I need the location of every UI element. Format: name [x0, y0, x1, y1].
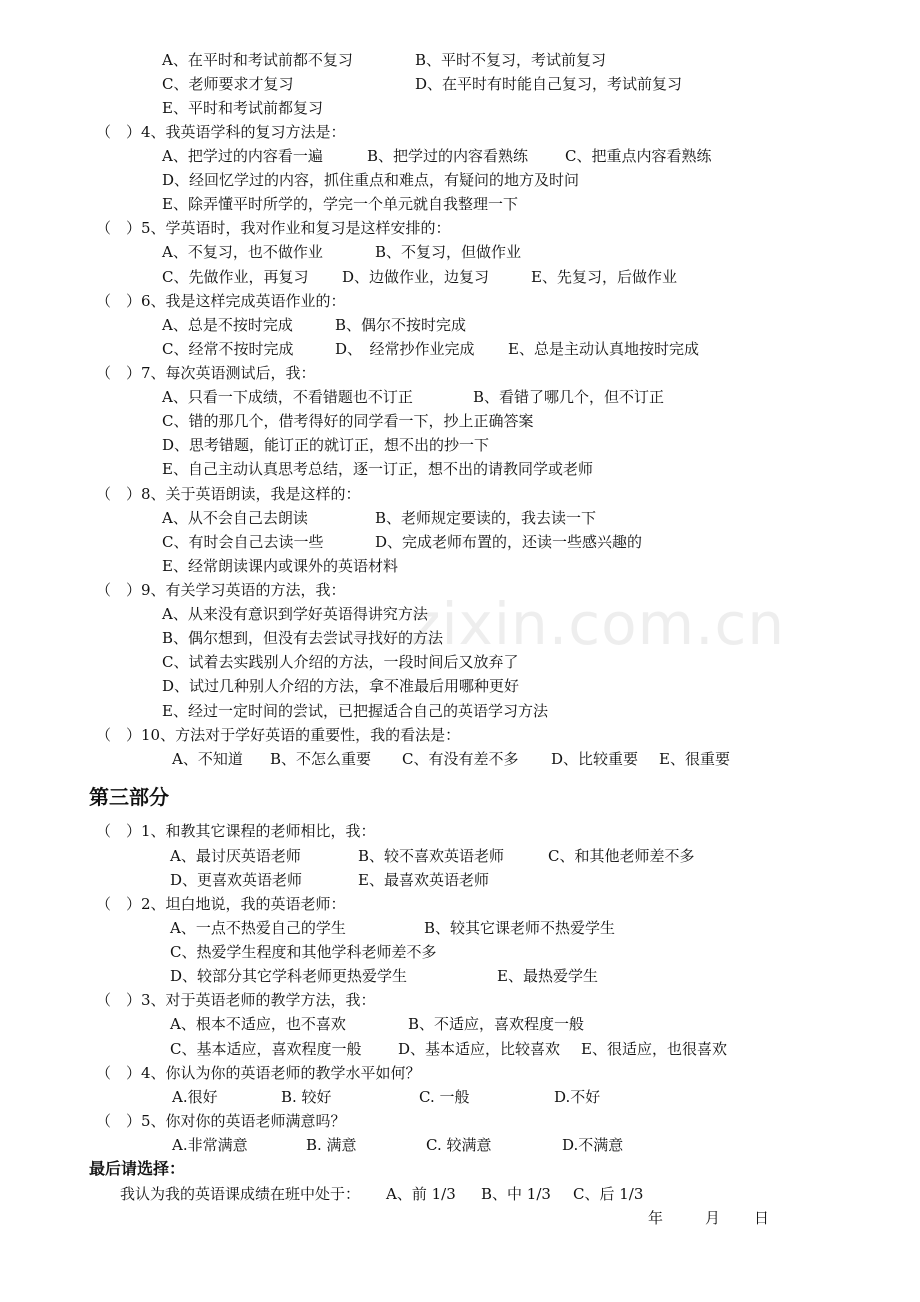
q8-option-b: B、老师规定要读的，我去读一下 [375, 509, 597, 527]
q3-option-c: C、老师要求才复习 [162, 75, 294, 93]
q8-option-a: A、从不会自己去朗读 [162, 509, 308, 527]
p3-q3-option-d: D、基本适应，比较喜欢 [398, 1040, 561, 1058]
p3-q5-option-c: C. 较满意 [426, 1136, 492, 1154]
q6-option-d: D、 经常抄作业完成 [335, 340, 475, 358]
q4-option-c: C、把重点内容看熟练 [565, 147, 712, 165]
date-year-label: 年 [648, 1209, 664, 1227]
p3-q5-stem: （ ）5、你对你的英语老师满意吗？ [96, 1112, 346, 1130]
q4-option-e: E、除弄懂平时所学的，学完一个单元就自我整理一下 [162, 195, 518, 213]
p3-q4-option-d: D.不好 [554, 1088, 601, 1106]
final-option-a: A、前 1/3 [386, 1185, 456, 1203]
p3-q3-option-b: B、不适应，喜欢程度一般 [408, 1015, 585, 1033]
final-option-c: C、后 1/3 [573, 1185, 644, 1203]
part3-heading: 第三部分 [89, 785, 169, 809]
p3-q5-option-b: B. 满意 [306, 1136, 357, 1154]
q7-stem: （ ）7、每次英语测试后，我： [96, 364, 316, 382]
p3-q2-option-b: B、较其它课老师不热爱学生 [424, 919, 616, 937]
q9-option-e: E、经过一定时间的尝试，已把握适合自己的英语学习方法 [162, 702, 548, 720]
q9-option-b: B、偶尔想到，但没有去尝试寻找好的方法 [162, 629, 444, 647]
p3-q4-option-b: B. 较好 [281, 1088, 332, 1106]
p3-q1-option-d: D、更喜欢英语老师 [170, 871, 303, 889]
q6-stem: （ ）6、我是这样完成英语作业的： [96, 292, 346, 310]
p3-q1-option-e: E、最喜欢英语老师 [358, 871, 489, 889]
q5-option-a: A、不复习，也不做作业 [162, 243, 323, 261]
p3-q3-stem: （ ）3、对于英语老师的教学方法，我： [96, 991, 376, 1009]
q4-stem: （ ）4、我英语学科的复习方法是： [96, 123, 346, 141]
q10-option-c: C、有没有差不多 [402, 750, 519, 768]
p3-q1-stem: （ ）1、和教其它课程的老师相比，我： [96, 822, 376, 840]
q6-option-e: E、总是主动认真地按时完成 [508, 340, 699, 358]
q10-option-b: B、不怎么重要 [270, 750, 372, 768]
q6-option-c: C、经常不按时完成 [162, 340, 294, 358]
q9-option-c: C、试着去实践别人介绍的方法，一段时间后又放弃了 [162, 653, 519, 671]
q7-option-d: D、思考错题，能订正的就订正，想不出的抄一下 [162, 436, 490, 454]
q8-option-c: C、有时会自己去读一些 [162, 533, 324, 551]
watermark: zixin.com.cn [410, 590, 786, 658]
q3-option-d: D、在平时有时能自己复习，考试前复习 [415, 75, 683, 93]
q8-option-e: E、经常朗读课内或课外的英语材料 [162, 557, 398, 575]
q9-stem: （ ）9、有关学习英语的方法，我： [96, 581, 346, 599]
q5-option-e: E、先复习，后做作业 [531, 268, 677, 286]
q5-stem: （ ）5、学英语时，我对作业和复习是这样安排的： [96, 219, 451, 237]
q4-option-b: B、把学过的内容看熟练 [367, 147, 529, 165]
p3-q3-option-a: A、根本不适应，也不喜欢 [170, 1015, 346, 1033]
q7-option-e: E、自己主动认真思考总结，逐一订正，想不出的请教同学或老师 [162, 460, 593, 478]
q10-option-d: D、比较重要 [551, 750, 639, 768]
q9-option-a: A、从来没有意识到学好英语得讲究方法 [162, 605, 428, 623]
p3-q2-stem: （ ）2、坦白地说，我的英语老师： [96, 895, 346, 913]
p3-q3-option-c: C、基本适应，喜欢程度一般 [170, 1040, 362, 1058]
q7-option-a: A、只看一下成绩，不看错题也不订正 [162, 388, 413, 406]
q3-option-e: E、平时和考试前都复习 [162, 99, 323, 117]
p3-q4-stem: （ ）4、你认为你的英语老师的教学水平如何？ [96, 1064, 421, 1082]
p3-q2-option-e: E、最热爱学生 [497, 967, 598, 985]
final-statement: 我认为我的英语课成绩在班中处于： [120, 1185, 361, 1203]
date-day-label: 日 [754, 1209, 770, 1227]
p3-q1-option-a: A、最讨厌英语老师 [170, 847, 301, 865]
p3-q5-option-d: D.不满意 [562, 1136, 624, 1154]
date-month-label: 月 [705, 1209, 721, 1227]
p3-q4-option-a: A.很好 [172, 1088, 218, 1106]
q4-option-a: A、把学过的内容看一遍 [162, 147, 323, 165]
p3-q1-option-c: C、和其他老师差不多 [548, 847, 695, 865]
q8-option-d: D、完成老师布置的，还读一些感兴趣的 [375, 533, 643, 551]
final-heading: 最后请选择： [89, 1159, 186, 1178]
q4-option-d: D、经回忆学过的内容，抓住重点和难点，有疑问的地方及时问 [162, 171, 580, 189]
p3-q4-option-c: C. 一般 [419, 1088, 470, 1106]
p3-q1-option-b: B、较不喜欢英语老师 [358, 847, 505, 865]
q5-option-c: C、先做作业，再复习 [162, 268, 309, 286]
q10-option-a: A、不知道 [172, 750, 243, 768]
q9-option-d: D、试过几种别人介绍的方法，拿不准最后用哪种更好 [162, 677, 520, 695]
p3-q3-option-e: E、很适应，也很喜欢 [581, 1040, 727, 1058]
p3-q2-option-d: D、较部分其它学科老师更热爱学生 [170, 967, 408, 985]
q6-option-a: A、总是不按时完成 [162, 316, 293, 334]
q5-option-b: B、不复习，但做作业 [375, 243, 522, 261]
q3-option-a: A、在平时和考试前都不复习 [162, 51, 353, 69]
final-option-b: B、中 1/3 [481, 1185, 551, 1203]
p3-q5-option-a: A.非常满意 [172, 1136, 248, 1154]
q7-option-c: C、错的那几个，借考得好的同学看一下，抄上正确答案 [162, 412, 534, 430]
p3-q2-option-c: C、热爱学生程度和其他学科老师差不多 [170, 943, 437, 961]
p3-q2-option-a: A、一点不热爱自己的学生 [170, 919, 346, 937]
q10-stem: （ ）10、方法对于学好英语的重要性，我的看法是： [96, 726, 461, 744]
q6-option-b: B、偶尔不按时完成 [335, 316, 467, 334]
q10-option-e: E、很重要 [659, 750, 730, 768]
q3-option-b: B、平时不复习，考试前复习 [415, 51, 607, 69]
q8-stem: （ ）8、关于英语朗读，我是这样的： [96, 485, 361, 503]
q5-option-d: D、边做作业，边复习 [342, 268, 490, 286]
q7-option-b: B、看错了哪几个，但不订正 [473, 388, 665, 406]
